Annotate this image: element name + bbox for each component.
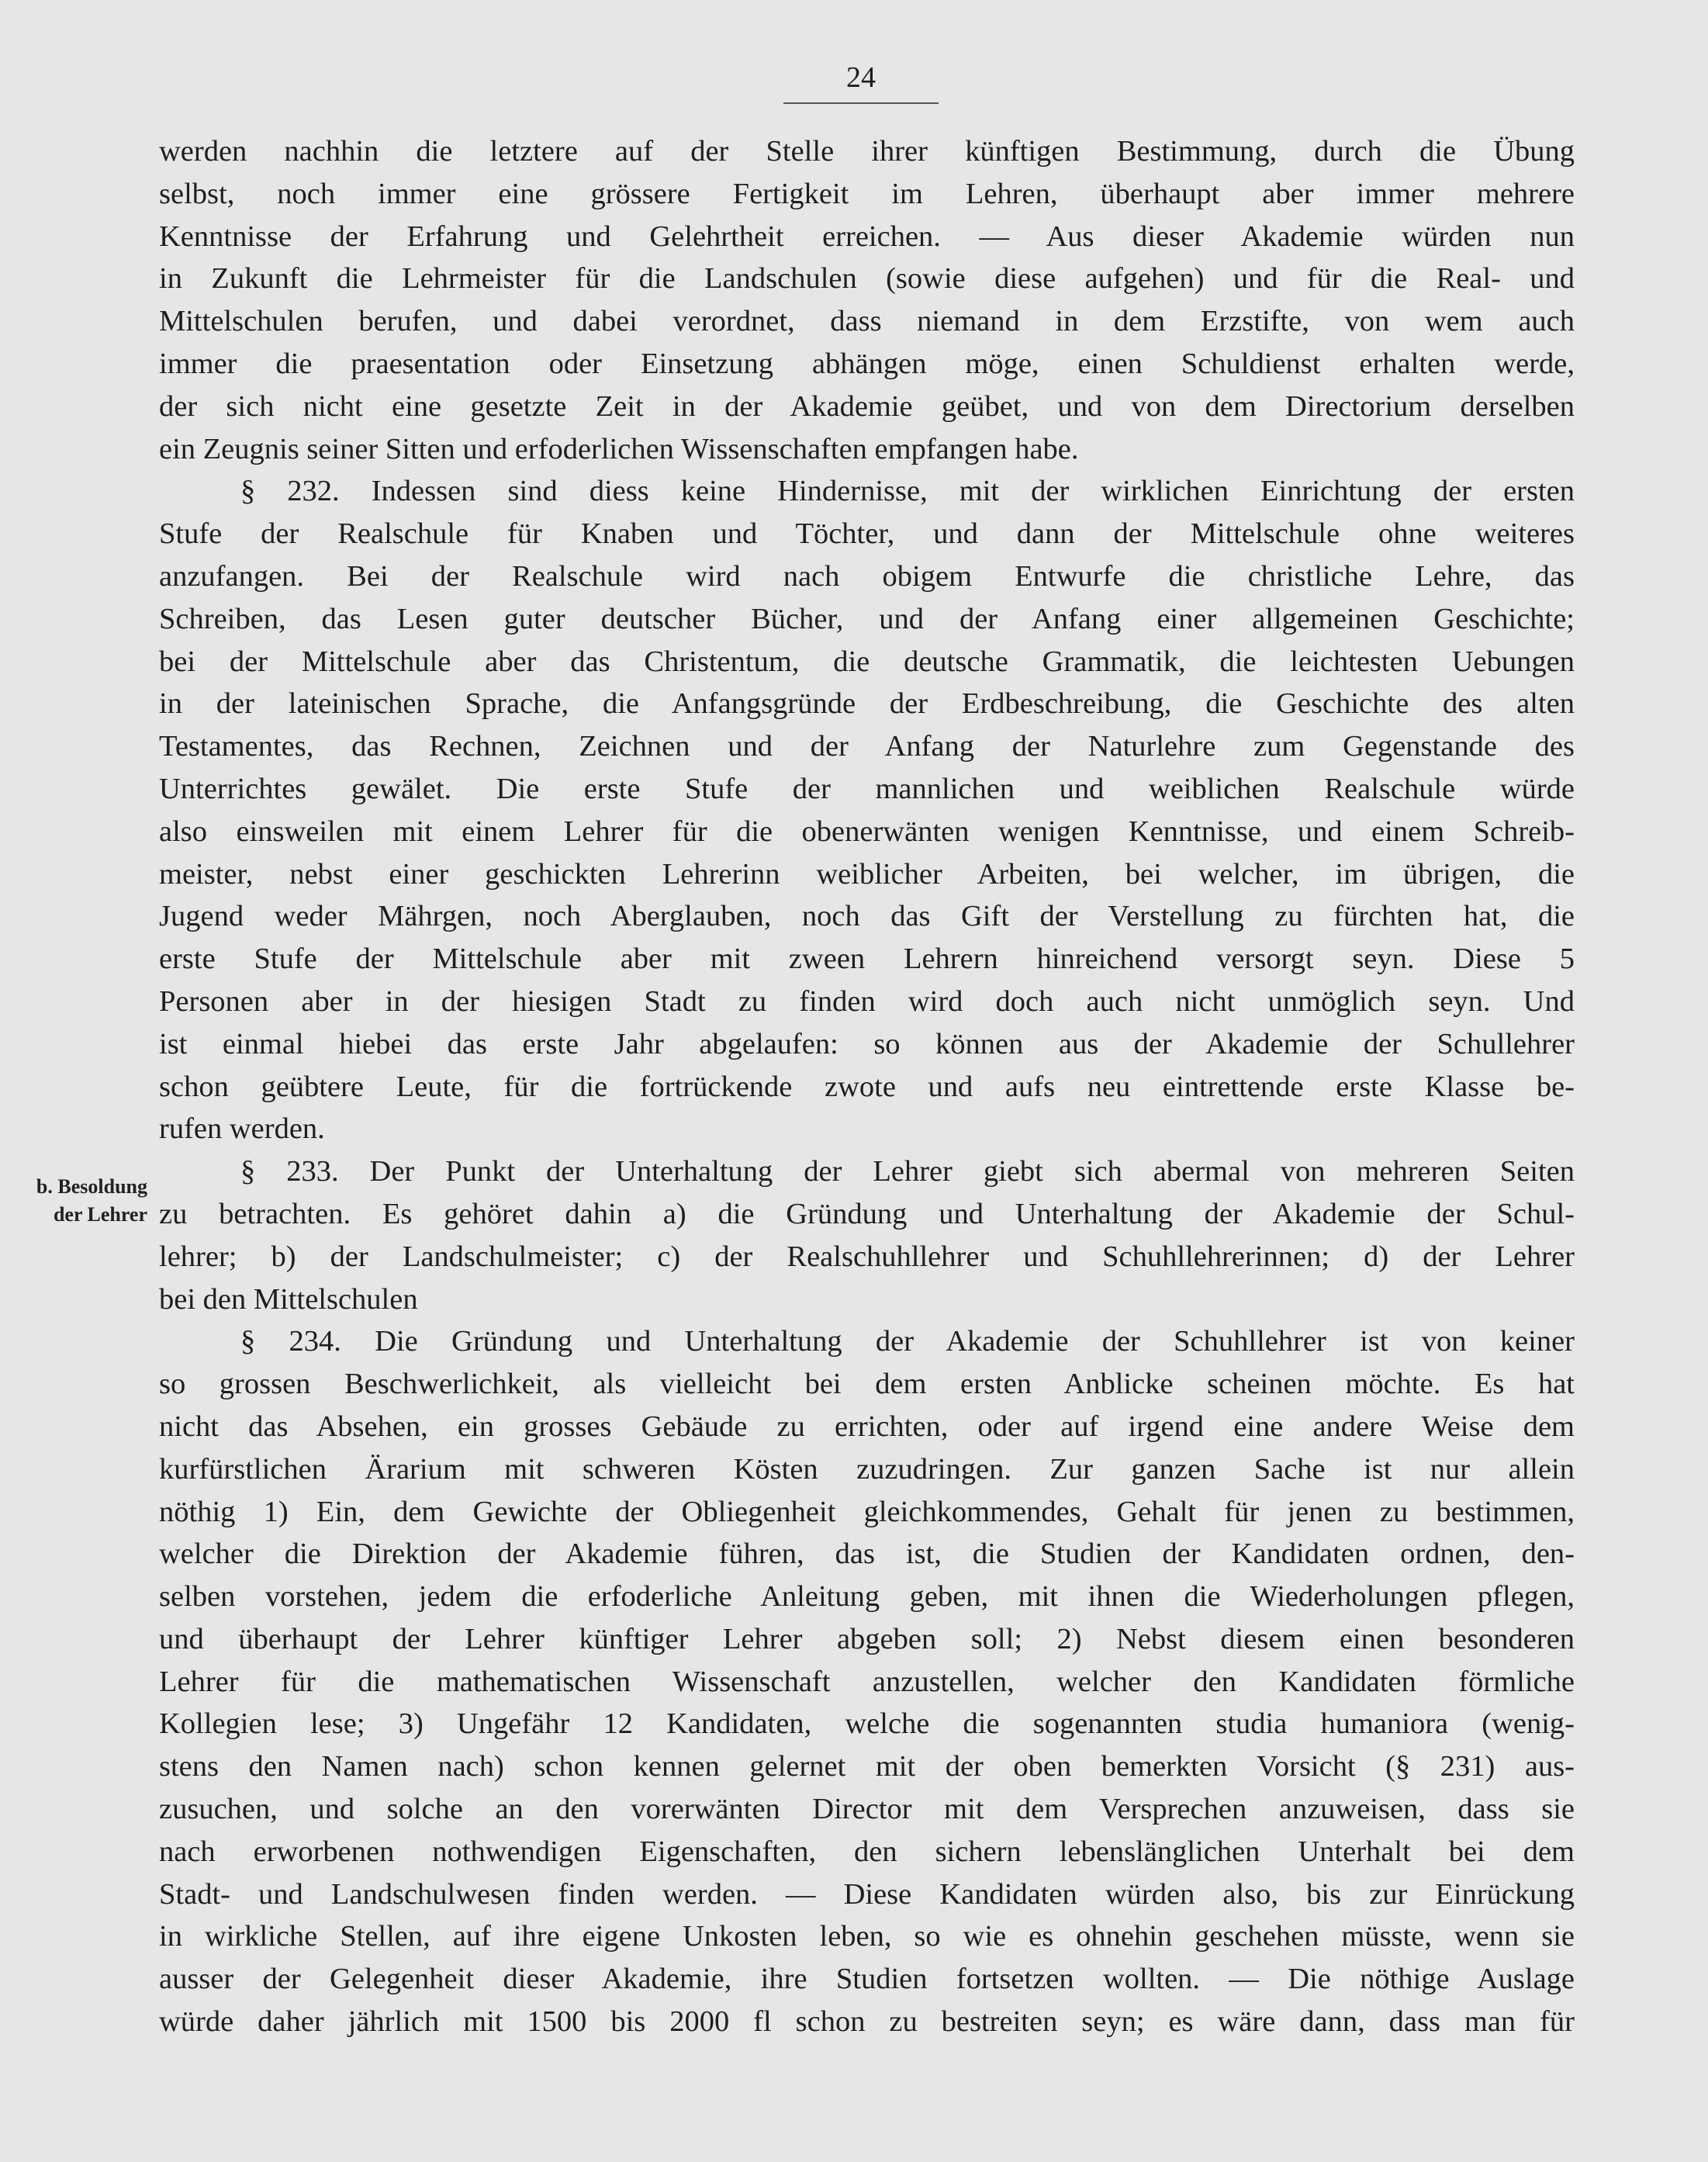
text-line: welcher die Direktion der Akademie führen, das ist, die Studien der Kandidaten ordnen, den- (159, 1538, 1575, 1571)
text-line: ist einmal hiebei das erste Jahr abgelaufen: so können aus der Akademie der Schullehrer (159, 1027, 1575, 1060)
text-line: Lehrer für die mathematischen Wissenschaft anzustellen, welcher den Kandidaten förmliche (159, 1665, 1575, 1698)
text-line: nach erworbenen nothwendigen Eigenschaften, den sichern lebenslänglichen Unterhalt bei dem (159, 1835, 1575, 1868)
text-line: Jugend weder Mährgen, noch Aberglauben, noch das Gift der Verstellung zu fürchten hat, die (159, 900, 1575, 933)
page-number-rule (783, 102, 939, 104)
text-line: nicht das Absehen, ein grosses Gebäude zu errichten, oder auf irgend eine andere Weise dem (159, 1410, 1575, 1443)
text-line: so grossen Beschwerlichkeit, als vielleicht bei dem ersten Anblicke scheinen möchte. Es hat (159, 1368, 1575, 1401)
text-line: Stufe der Realschule für Knaben und Töchter, und dann der Mittelschule ohne weiteres (159, 517, 1575, 551)
text-line: in wirkliche Stellen, auf ihre eigene Unkosten leben, so wie es ohnehin geschehen müsste, wenn sie (159, 1920, 1575, 1953)
text-line: nöthig 1) Ein, dem Gewichte der Obliegenheit gleichkommendes, Gehalt für jenen zu bestimmen, (159, 1495, 1575, 1528)
text-line: Testamentes, das Rechnen, Zeichnen und der Anfang der Naturlehre zum Gegenstande des (159, 730, 1575, 763)
section-232-line: § 232. Indessen sind diess keine Hindernisse, mit der wirklichen Einrichtung der ersten (240, 475, 1575, 508)
text-line: Unterrichtes gewälet. Die erste Stufe der mannlichen und weiblichen Realschule würde (159, 772, 1575, 805)
text-line: kurfürstlichen Ärarium mit schweren Kösten zuzudringen. Zur ganzen Sache ist nur allein (159, 1452, 1575, 1486)
text-line: in der lateinischen Sprache, die Anfangsgründe der Erdbeschreibung, die Geschichte des alten (159, 687, 1575, 721)
section-234-line: § 234. Die Gründung und Unterhaltung der Akademie der Schuhllehrer ist von keiner (240, 1325, 1575, 1358)
body-text (159, 130, 1575, 2086)
margin-note (8, 1173, 147, 1229)
text-line: selben vorstehen, jedem die erfoderliche Anleitung geben, mit ihnen die Wiederholungen pflegen, (159, 1580, 1575, 1614)
margin-note-line-1: b. Besoldung (36, 1175, 147, 1198)
text-line: werden nachhin die letztere auf der Stelle ihrer künftigen Bestimmung, durch die Übung (159, 135, 1575, 168)
text-line: bei der Mittelschule aber das Christentum, die deutsche Grammatik, die leichtesten Uebungen (159, 645, 1575, 678)
text-line: selbst, noch immer eine grössere Fertigkeit im Lehren, überhaupt aber immer mehrere (159, 177, 1575, 210)
margin-note-line-2: der Lehrer (53, 1203, 147, 1226)
text-line: meister, nebst einer geschickten Lehrerinn weiblicher Arbeiten, bei welcher, im übrigen, die (159, 857, 1575, 891)
text-line: also einsweilen mit einem Lehrer für die obenerwänten wenigen Kenntnisse, und einem Schreib- (159, 815, 1575, 848)
text-line: Schreiben, das Lesen guter deutscher Bücher, und der Anfang einer allgemeinen Geschichte; (159, 602, 1575, 635)
text-line: stens den Namen nach) schon kennen gelernet mit der oben bemerkten Vorsicht (§ 231) aus- (159, 1750, 1575, 1783)
text-line: ein Zeugnis seiner Sitten und erfoderlichen Wissenschaften empfangen habe. (159, 432, 1079, 465)
text-line: Kollegien lese; 3) Ungefähr 12 Kandidaten, welche die sogenannten studia humaniora (wenig- (159, 1707, 1575, 1741)
text-line: anzufangen. Bei der Realschule wird nach obigem Entwurfe die christliche Lehre, das (159, 559, 1575, 593)
text-line: Mittelschulen berufen, und dabei verordnet, dass niemand in dem Erzstifte, von wem auch (159, 305, 1575, 338)
page-number: 24 (846, 61, 876, 94)
text-line: rufen werden. (159, 1112, 325, 1146)
text-line: Stadt- und Landschulwesen finden werden. — Diese Kandidaten würden also, bis zur Einrückung (159, 1877, 1575, 1911)
text-line: der sich nicht eine gesetzte Zeit in der Akademie geübet, und von dem Directorium derselben (159, 389, 1575, 423)
text-line (159, 2043, 1575, 2086)
text-line: lehrer; b) der Landschulmeister; c) der Realschuhllehrer und Schuhllehrerinnen; d) der Lehrer (159, 1240, 1575, 1273)
text-line: Personen aber in der hiesigen Stadt zu finden wird doch auch nicht unmöglich seyn. Und (159, 984, 1575, 1018)
text-line: zu betrachten. Es gehöret dahin a) die Gründung und Unterhaltung der Akademie der Schul- (159, 1197, 1575, 1230)
text-line: ausser der Gelegenheit dieser Akademie, ihre Studien fortsetzen wollten. — Die nöthige Auslage (159, 1963, 1575, 1996)
text-line: immer die praesentation oder Einsetzung abhängen möge, einen Schuldienst erhalten werde, (159, 347, 1575, 380)
text-line: in Zukunft die Lehrmeister für die Landschulen (sowie diese aufgehen) und für die Real- und (159, 262, 1575, 296)
text-line: bei den Mittelschulen (159, 1282, 418, 1316)
text-line: Kenntnisse der Erfahrung und Gelehrtheit erreichen. — Aus dieser Akademie würden nun (159, 220, 1575, 253)
text-line: würde daher jährlich mit 1500 bis 2000 fl schon zu bestreiten seyn; es wäre dann, dass man für (159, 2005, 1575, 2039)
text-line: und überhaupt der Lehrer künftiger Lehrer abgeben soll; 2) Nebst diesem einen besonderen (159, 1622, 1575, 1655)
section-233-line: § 233. Der Punkt der Unterhaltung der Lehrer giebt sich abermal von mehreren Seiten (240, 1155, 1575, 1188)
text-line: zusuchen, und solche an den vorerwänten Director mit dem Versprechen anzuweisen, dass sie (159, 1793, 1575, 1826)
text-line: schon geübtere Leute, für die fortrückende zwote und aufs neu eintrettende erste Klasse be- (159, 1070, 1575, 1103)
text-line: erste Stufe der Mittelschule aber mit zween Lehrern hinreichend versorgt seyn. Diese 5 (159, 943, 1575, 976)
